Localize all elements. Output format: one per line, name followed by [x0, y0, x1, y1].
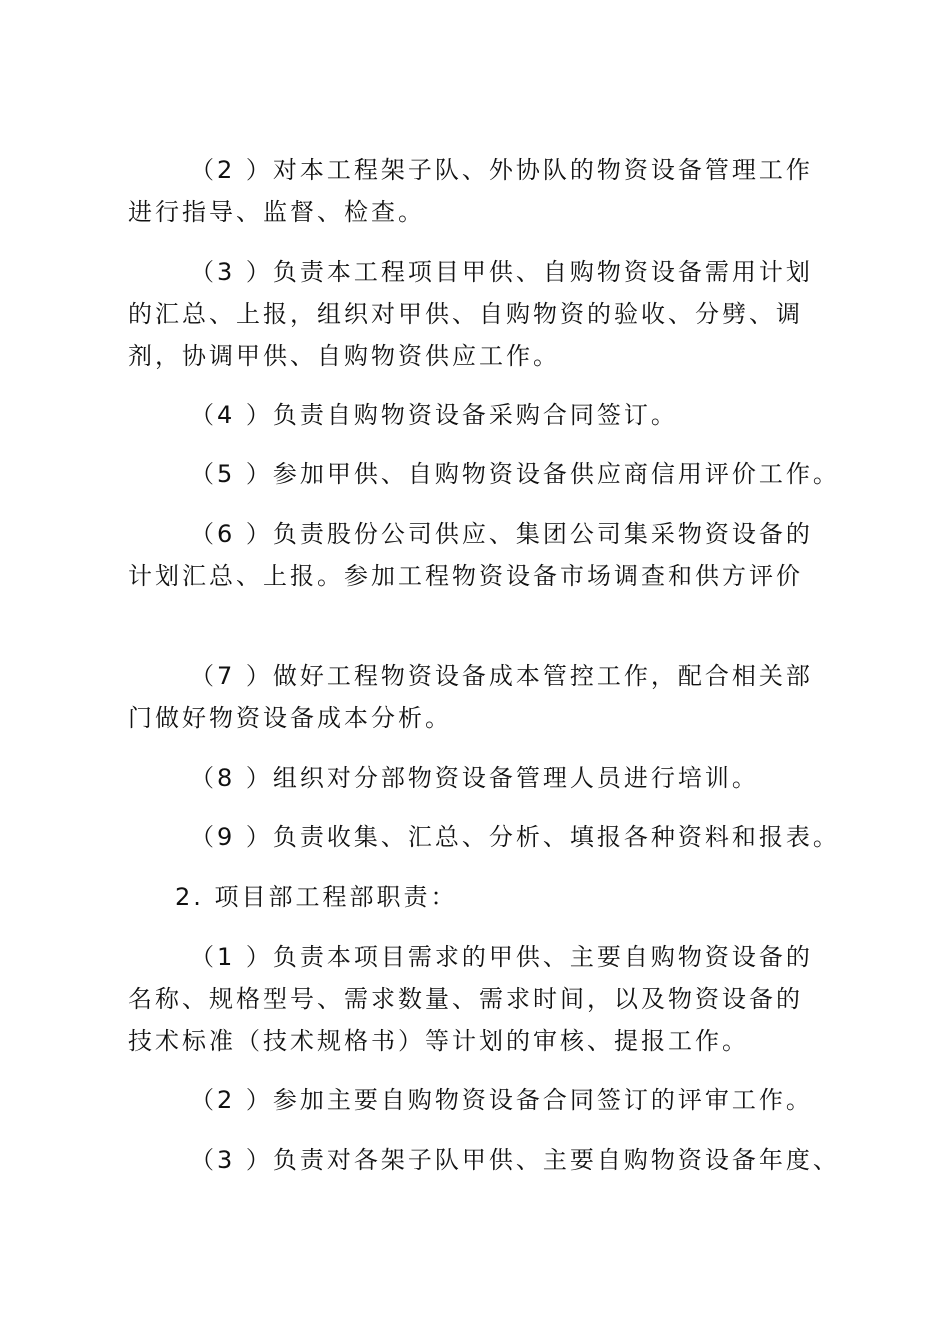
- text-line: （2 ）参加主要自购物资设备合同签订的评审工作。: [190, 1086, 813, 1114]
- section-heading-engineering-dept: [128, 876, 840, 918]
- paragraph-2-contract-review: [128, 1079, 840, 1121]
- paragraph-6-procurement-plan: [128, 513, 840, 597]
- text-line: （4 ）负责自购物资设备采购合同签订。: [190, 401, 678, 429]
- paragraph-4-contracts: [128, 394, 840, 436]
- text-line: （3 ）负责对各架子队甲供、主要自购物资设备年度、: [190, 1146, 840, 1174]
- text-line: （7 ）做好工程物资设备成本管控工作，配合相关部: [190, 662, 813, 690]
- text-line: 技术标准（技术规格书）等计划的审核、提报工作。: [128, 1027, 749, 1055]
- text-line: 计划汇总、上报。参加工程物资设备市场调查和供方评价: [128, 562, 803, 590]
- paragraph-2-guidance: [128, 149, 840, 233]
- text-line: （9 ）负责收集、汇总、分析、填报各种资料和报表。: [190, 823, 840, 851]
- paragraph-7-cost-control: [128, 655, 840, 739]
- section-heading: 2. 项目部工程部职责：: [175, 883, 458, 911]
- paragraph-1-requirements: [128, 936, 840, 1062]
- text-line: 剂，协调甲供、自购物资供应工作。: [128, 342, 560, 370]
- paragraph-3-annual-plan: [128, 1139, 840, 1181]
- text-line: （1 ）负责本项目需求的甲供、主要自购物资设备的: [190, 943, 813, 971]
- text-line: （3 ）负责本工程项目甲供、自购物资设备需用计划: [190, 258, 813, 286]
- text-line: 名称、规格型号、需求数量、需求时间，以及物资设备的: [128, 985, 803, 1013]
- text-line: （6 ）负责股份公司供应、集团公司集采物资设备的: [190, 520, 813, 548]
- paragraph-3-planning: [128, 251, 840, 377]
- text-line: （5 ）参加甲供、自购物资设备供应商信用评价工作。: [190, 460, 840, 488]
- paragraph-9-reports: [128, 816, 840, 858]
- text-line: 门做好物资设备成本分析。: [128, 704, 452, 732]
- text-line: 进行指导、监督、检查。: [128, 198, 425, 226]
- text-line: （8 ）组织对分部物资设备管理人员进行培训。: [190, 764, 759, 792]
- paragraph-5-supplier-evaluation: [128, 453, 840, 495]
- text-line: 的汇总、上报，组织对甲供、自购物资的验收、分劈、调: [128, 300, 803, 328]
- paragraph-8-training: [128, 757, 840, 799]
- text-line: （2 ）对本工程架子队、外协队的物资设备管理工作: [190, 156, 813, 184]
